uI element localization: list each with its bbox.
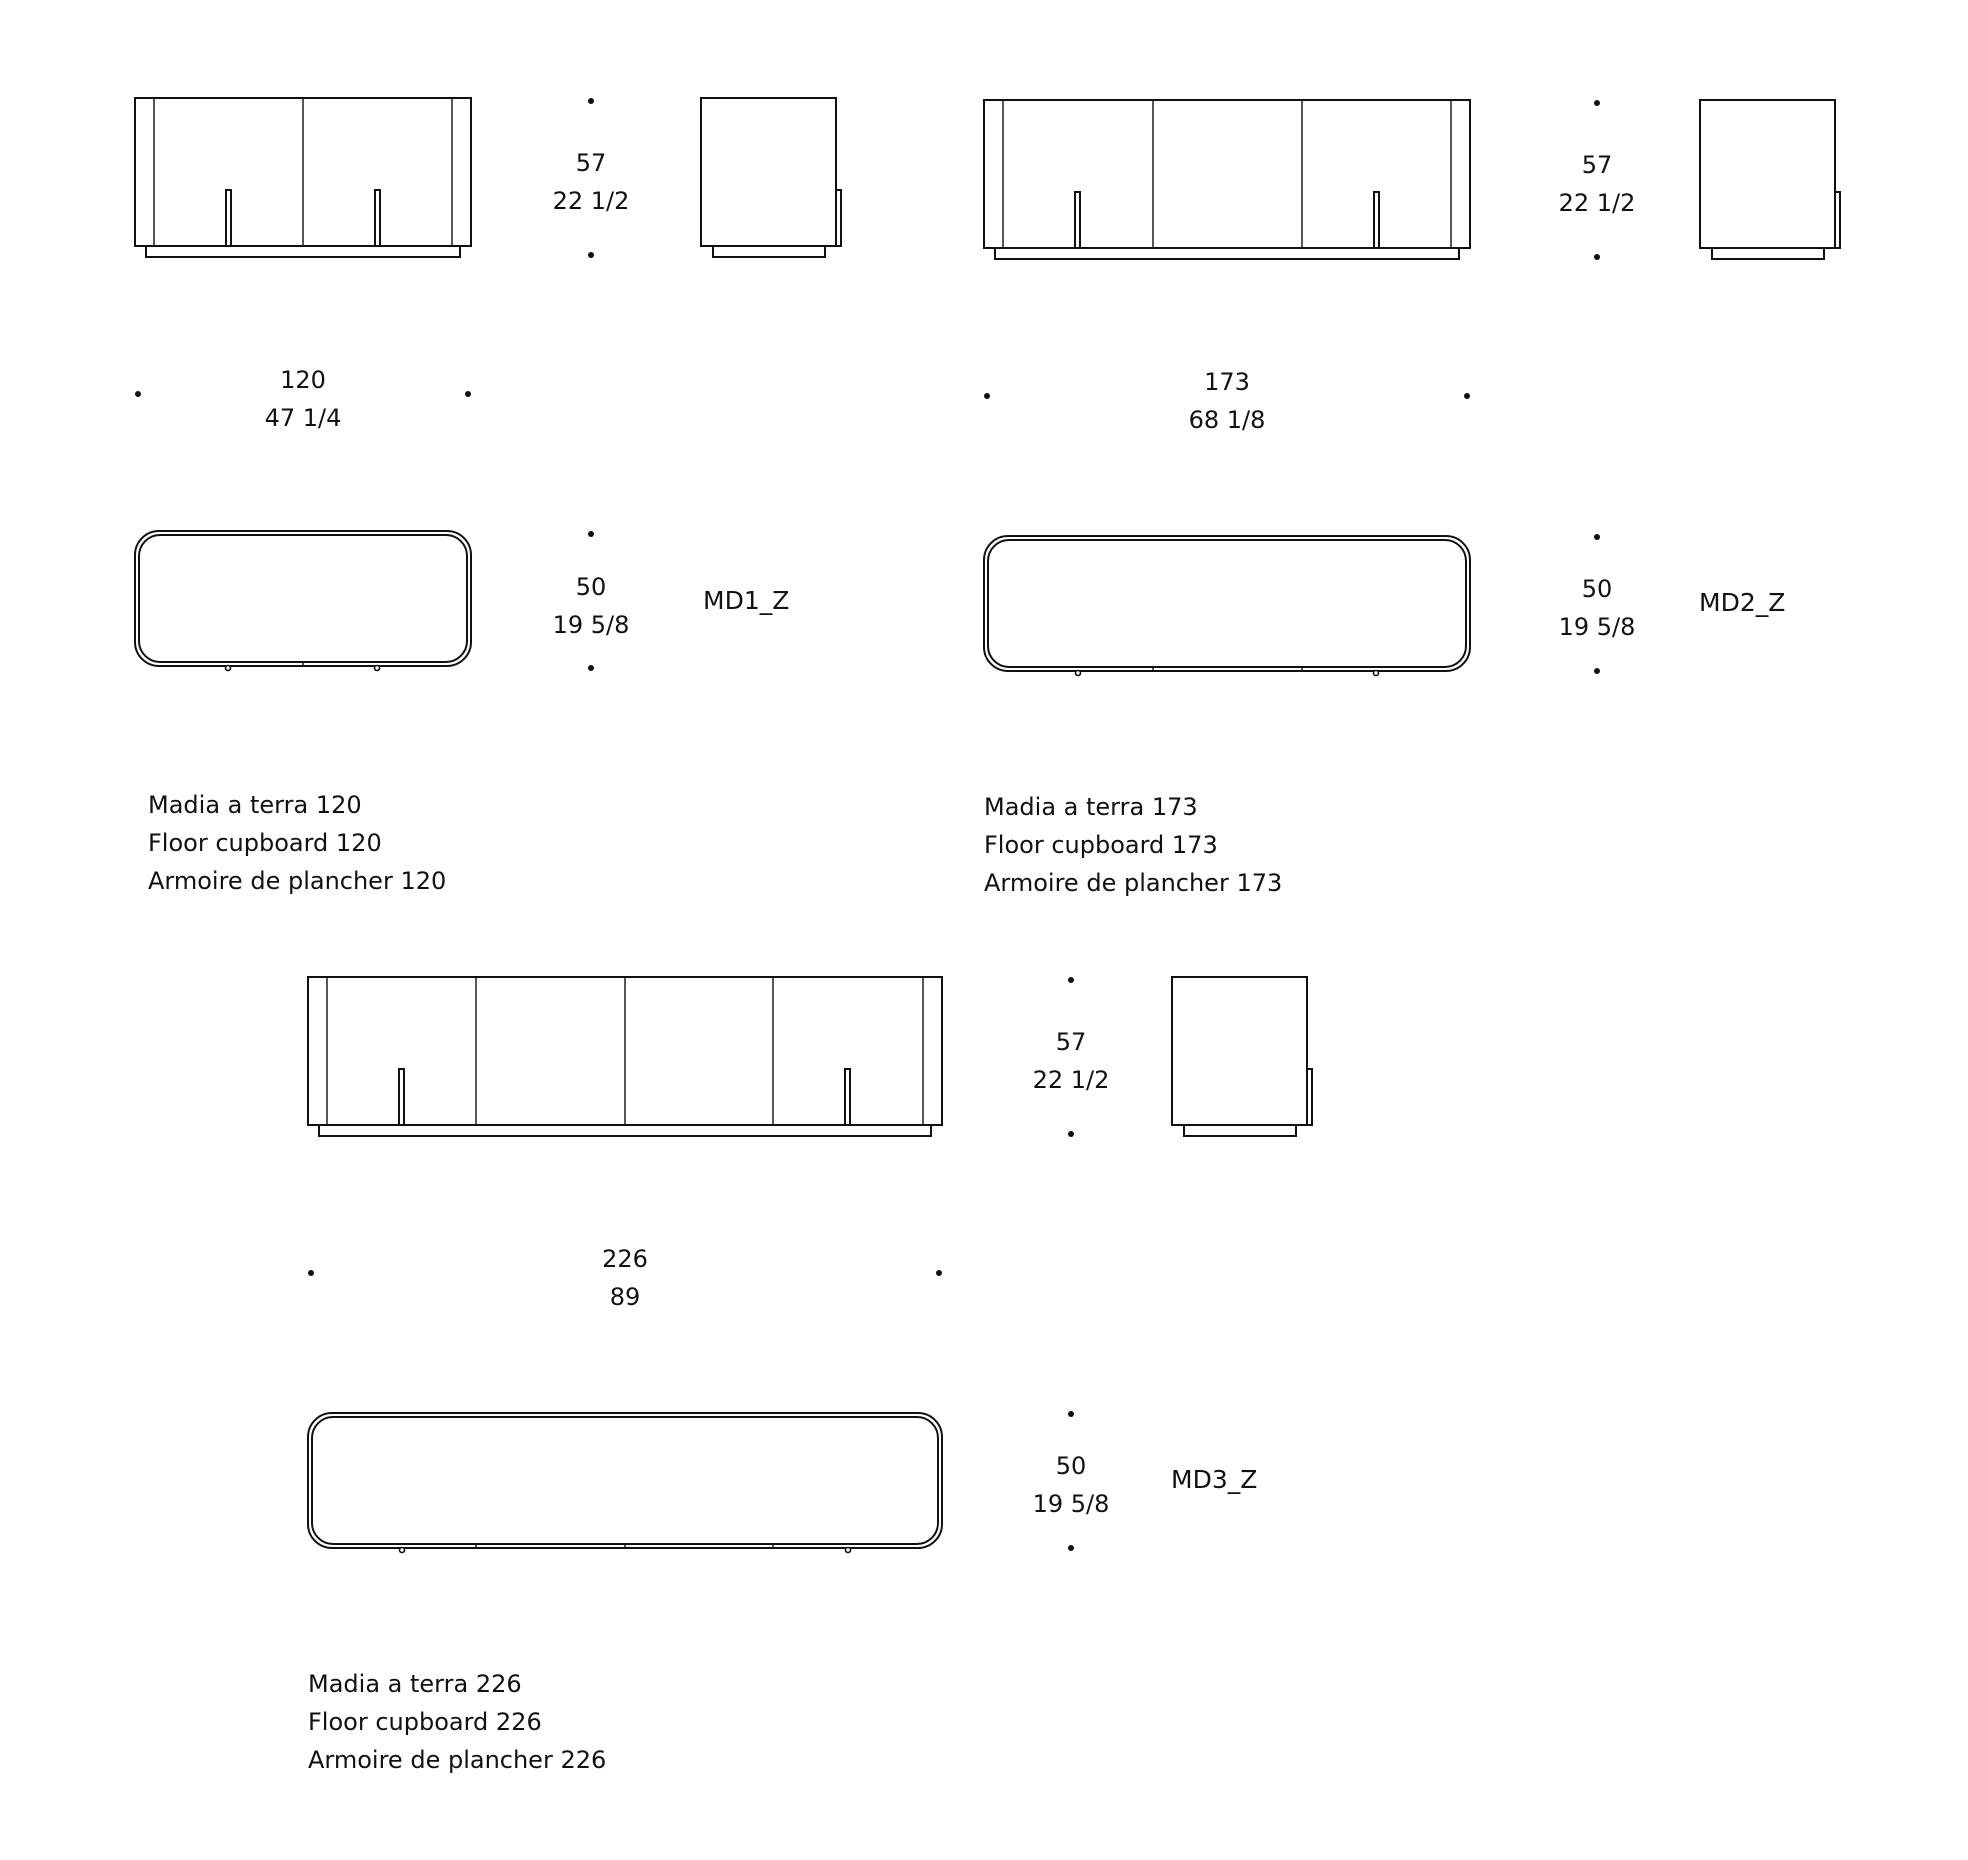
md2-top-view (984, 536, 1470, 676)
md3-description-fr: Armoire de plancher 226 (308, 1746, 607, 1774)
md2-width-in: 68 1/8 (1188, 406, 1266, 434)
md1-height-dot-top (588, 98, 594, 104)
md3-height-label (1011, 1023, 1131, 1099)
md3-width-cm: 226 (602, 1245, 648, 1273)
md3-width-dot-left (308, 1270, 314, 1276)
md1-height-in: 22 1/2 (552, 187, 630, 215)
md2-height-in: 22 1/2 (1558, 189, 1636, 217)
md1-description-it: Madia a terra 120 (148, 791, 362, 819)
md3-code: MD3_Z (1171, 1465, 1258, 1494)
md1-depth-label (531, 568, 651, 644)
md1-width-dot-right (465, 391, 471, 397)
md1-depth-dot-bottom (588, 665, 594, 671)
md1-description (148, 786, 446, 900)
md1-width-in: 47 1/4 (264, 404, 342, 432)
md1-top-view (135, 531, 471, 671)
md1-height-cm: 57 (575, 149, 607, 177)
md1-front-view (135, 98, 471, 257)
md3-width-in: 89 (609, 1283, 641, 1311)
md1-width-dot-left (135, 391, 141, 397)
md2-depth-label (1537, 570, 1657, 646)
md3-depth-cm: 50 (1055, 1452, 1087, 1480)
md3-width-dot-right (936, 1270, 942, 1276)
md1-description-en: Floor cupboard 120 (148, 829, 382, 857)
md2-width-dot-left (984, 393, 990, 399)
md3-height-cm: 57 (1055, 1028, 1087, 1056)
md3-height-dot-bottom (1068, 1131, 1074, 1137)
md2-description-it: Madia a terra 173 (984, 793, 1198, 821)
md1-depth-cm: 50 (575, 573, 607, 601)
md2-height-dot-top (1594, 100, 1600, 106)
md3-description (308, 1665, 606, 1779)
md2-width-dot-right (1464, 393, 1470, 399)
md3-depth-dot-top (1068, 1411, 1074, 1417)
md2-depth-cm: 50 (1581, 575, 1613, 603)
md1-description-fr: Armoire de plancher 120 (148, 867, 447, 895)
md3-description-it: Madia a terra 226 (308, 1670, 522, 1698)
md2-width-cm: 173 (1204, 368, 1250, 396)
md1-width-label (243, 361, 363, 437)
md1-depth-in: 19 5/8 (552, 611, 630, 639)
md1-depth-dot-top (588, 531, 594, 537)
md2-width-label (1167, 363, 1287, 439)
md2-depth-dot-bottom (1594, 668, 1600, 674)
md3-top-view (308, 1413, 942, 1553)
md2-depth-dot-top (1594, 534, 1600, 540)
md2-height-cm: 57 (1581, 151, 1613, 179)
md2-code: MD2_Z (1699, 588, 1786, 617)
md3-side-view (1172, 977, 1312, 1136)
md1-code: MD1_Z (703, 586, 790, 615)
md2-description-en: Floor cupboard 173 (984, 831, 1218, 859)
md2-side-view (1700, 100, 1840, 259)
md1-width-cm: 120 (280, 366, 326, 394)
md3-height-in: 22 1/2 (1032, 1066, 1110, 1094)
md3-depth-in: 19 5/8 (1032, 1490, 1110, 1518)
md2-height-label (1537, 146, 1657, 222)
md2-front-view (984, 100, 1470, 259)
md2-depth-in: 19 5/8 (1558, 613, 1636, 641)
md3-description-en: Floor cupboard 226 (308, 1708, 542, 1736)
md3-height-dot-top (1068, 977, 1074, 983)
md3-width-label (565, 1240, 685, 1316)
md3-depth-dot-bottom (1068, 1545, 1074, 1551)
md1-height-dot-bottom (588, 252, 594, 258)
md2-description (984, 788, 1282, 902)
md1-side-view (701, 98, 841, 257)
md2-height-dot-bottom (1594, 254, 1600, 260)
md3-depth-label (1011, 1447, 1131, 1523)
md2-description-fr: Armoire de plancher 173 (984, 869, 1283, 897)
md3-front-view (308, 977, 942, 1136)
md1-height-label (531, 144, 651, 220)
